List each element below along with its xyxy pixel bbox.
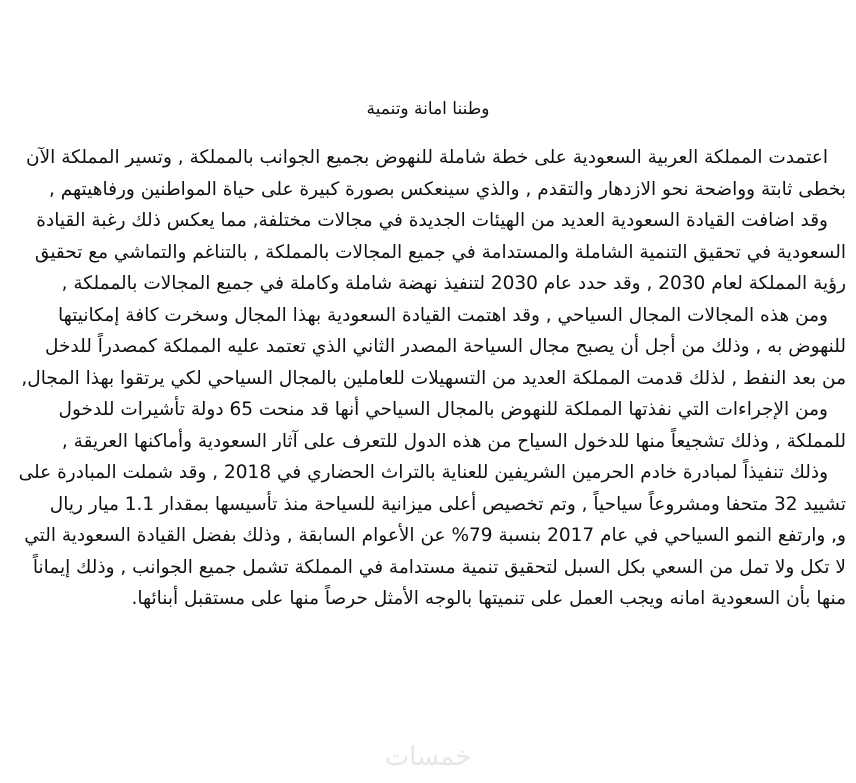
- document-body: [8, 142, 846, 615]
- paragraph-line: وذلك تنفيذاً لمبادرة خادم الحرمين الشريفين للعناية بالتراث الحضاري في 2018 , وقد شملت المبادرة على: [18, 462, 828, 483]
- paragraph-line: للنهوض به , وذلك من أجل أن يصبح مجال السياحة المصدر الثاني الذي تعتمد عليه المملكة كمصدراً للدخل: [44, 336, 846, 357]
- paragraph-line: و, وارتفع النمو السياحي في عام 2017 بنسبة 79% عن الأعوام السابقة , وذلك بفضل القيادة السعودية التي: [24, 525, 846, 546]
- document-title: وطننا امانة وتنمية: [366, 99, 490, 119]
- paragraph-line: لا تكل ولا تمل من السعي بكل السبل لتحقيق تنمية مستدامة في المملكة تشمل جميع الجوانب , وذلك إيماناً: [32, 556, 846, 578]
- paragraph-line: للمملكة , وذلك تشجيعاً منها للدخول السياح من هذه الدول للتعرف على آثار السعودية وأماكنها العريقة ,: [61, 430, 846, 452]
- paragraph-line: من بعد النفط , لذلك قدمت المملكة العديد من التسهيلات للعاملين بالمجال السياحي لكي يرتقوا بهذا المجال,: [21, 367, 846, 389]
- paragraph-line: اعتمدت المملكة العربية السعودية على خطة شاملة للنهوض بجميع الجوانب بالمملكة , وتسير المملكة الآن: [26, 147, 828, 168]
- paragraph-line: منها بأن السعودية امانه ويجب العمل على تنميتها بالوجه الأمثل حرصاً منها على مستقبل أبنائها.: [131, 588, 846, 609]
- paragraph-line: بخطى ثابتة وواضحة نحو الازدهار والتقدم , والذي سينعكس بصورة كبيرة على حياة المواطنين ورفاهيتهم ,: [48, 178, 846, 200]
- paragraph-line: تشييد 32 متحفا ومشروعاً سياحياً , وتم تخصيص أعلى ميزانية للسياحة منذ تأسيسها بمقدار 1.1 ميار ريال: [49, 493, 846, 515]
- watermark-logo: خمسات: [384, 742, 472, 772]
- paragraph-line: وقد اضافت القيادة السعودية العديد من الهيئات الجديدة في مجالات مختلفة, مما يعكس ذلك رغبة القيادة: [36, 210, 828, 231]
- paragraph-line: ومن هذه المجالات المجال السياحي , وقد اهتمت القيادة السعودية بهذا المجال وسخرت كافة إمكانيتها: [58, 304, 828, 326]
- paragraph-line: السعودية في تحقيق التنمية الشاملة والمستدامة في جميع المجالات بالمملكة , بالتناغم والتماشي مع تحقيق: [34, 241, 846, 263]
- paragraph-line: ومن الإجراءات التي نفذتها المملكة للنهوض بالمجال السياحي أنها قد منحت 65 دولة تأشيرات للدخول: [58, 399, 828, 420]
- paragraph-line: رؤية المملكة لعام 2030 , وقد حدد عام 2030 لتنفيذ نهضة شاملة وكاملة في جميع المجالات بالمملكة ,: [61, 273, 846, 294]
